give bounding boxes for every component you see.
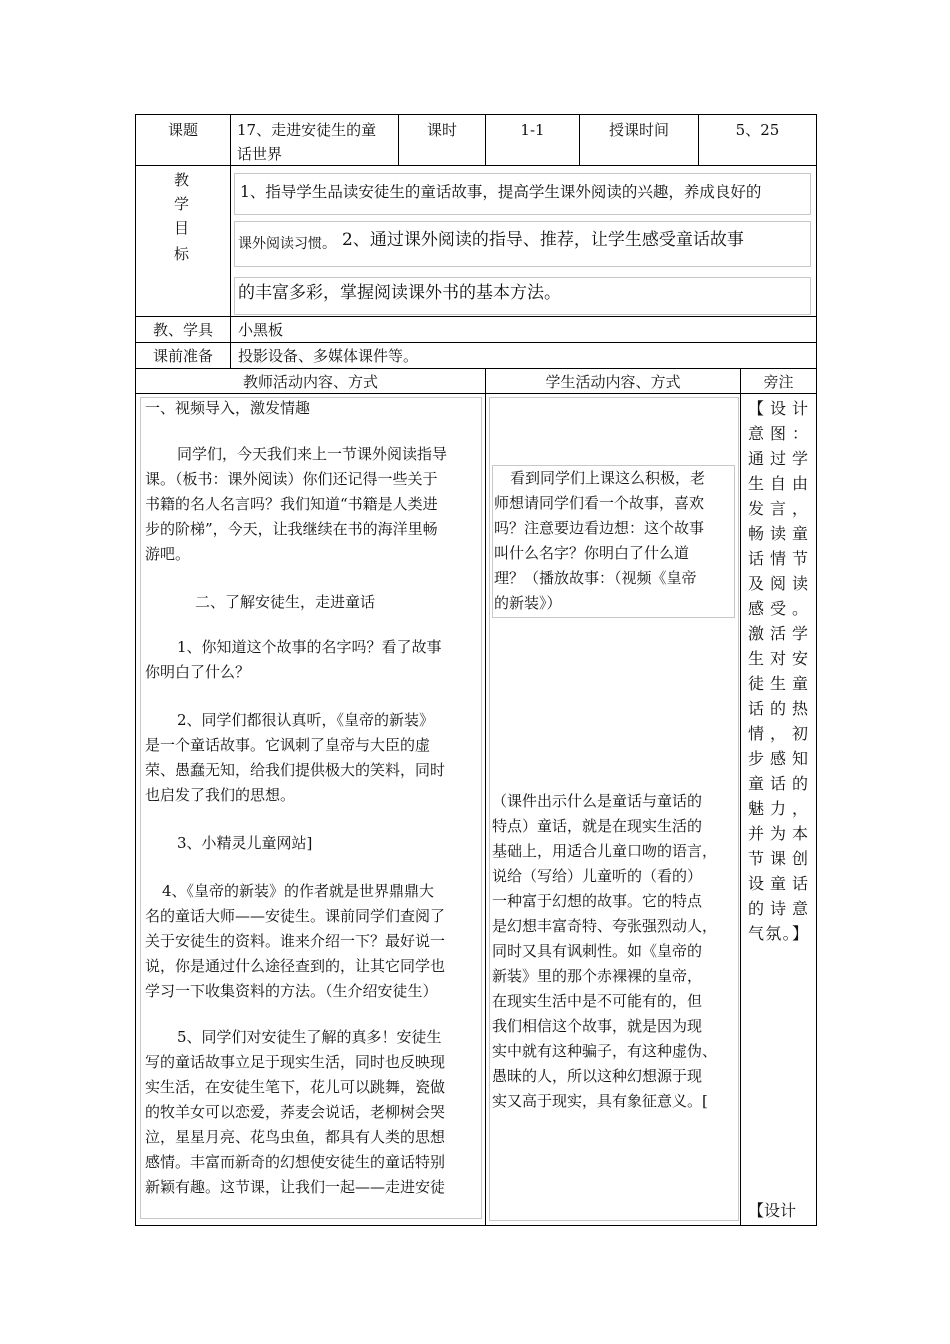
objectives-line1: 1、指导学生品读安徒生的童话故事，提高学生课外阅读的兴趣，养成良好的 <box>240 183 762 201</box>
objectives-label-2: 学 <box>174 195 190 213</box>
row-divider <box>135 316 817 317</box>
objectives-label-4: 标 <box>174 245 190 263</box>
row-divider <box>135 342 817 343</box>
student-block2: （课件出示什么是童话与童话的 特点）童话，就是在现实生活的 基础上，用适合儿童口吻的语言， 说给（写给）儿童听的（看的） 一种富于幻想的故事。它的特点 是幻想丰富奇特、夸张强烈动人， 同时又具有讽刺性。如《皇帝的 新装》里的那个赤裸裸的皇帝， 在现实生活中是不可能有的，但 我们相信这个故事，就是因为现 实中就有这种骗子，有这种虚伪、 愚昧的人，所以这种幻想源于现 实又高于现实，具有象征意义。[ <box>492 792 718 1110</box>
period-label: 课时 <box>426 121 457 139</box>
teacher-section1-body: 同学们，今天我们来上一节课外阅读指导 课。（板书：课外阅读）你们还记得一些关于 书籍的名人名言吗？我们知道“书籍是人类进 步的阶梯”，今天，让我继续在书的海洋里畅 游吧。 <box>145 445 448 563</box>
time-value: 5、25 <box>735 121 780 139</box>
time-label: 授课时间 <box>608 121 669 139</box>
table-border-top <box>135 114 817 115</box>
col-divider <box>485 368 486 1226</box>
table-border-right <box>816 114 817 1226</box>
teacher-column-header: 教师活动内容、方式 <box>242 373 378 391</box>
objectives-label-3: 目 <box>174 219 190 237</box>
objectives-line3: 的丰富多彩，掌握阅读课外书的基本方法。 <box>238 283 561 303</box>
tools-label: 教、学具 <box>152 321 213 339</box>
prep-label: 课前准备 <box>152 347 213 365</box>
table-border-bottom <box>135 1225 817 1226</box>
teacher-item4: 4、《皇帝的新装》的作者就是世界鼎鼎大 名的童话大师——安徒生。课前同学们查阅了 关于安徒生的资料。谁来介绍一下？最好说一 说，你是通过什么途径查到的，让其它同学也 学习一下收集资料的方法。（生介绍安徒生） <box>145 882 446 1000</box>
table-border-left <box>135 114 136 1226</box>
teacher-section1-title: 一、视频导入，激发情趣 <box>145 399 311 417</box>
teacher-item1: 1、你知道这个故事的名字吗？看了故事 你明白了什么？ <box>145 638 442 681</box>
row-divider <box>135 393 817 394</box>
row-divider <box>135 368 817 369</box>
design-intent-note-2: 【设计 <box>748 1201 797 1220</box>
prep-value: 投影设备、多媒体课件等。 <box>238 347 419 365</box>
objectives-label-1: 教 <box>174 171 190 189</box>
teacher-item3: 3、小精灵儿童网站] <box>177 834 313 852</box>
design-intent-note: 【设计 意图： 通过学 生自由 发言， 畅读童 话情节 及阅读 感受。 激活学 生对安 徒生童 话的热 情，初 步感知 童话的 魅力， 并为本 节课创 设童话 的诗意 气氛。】 <box>748 399 808 943</box>
teacher-item2: 2、同学们都很认真听，《皇帝的新装》 是一个童话故事。它讽刺了皇帝与大臣的虚 荣、愚蠢无知，给我们提供极大的笑料，同时 也启发了我们的思想。 <box>145 711 446 804</box>
subject-label: 课题 <box>167 121 198 139</box>
subject-value-line1: 17、走进安徒生的童 <box>237 121 377 139</box>
col-divider <box>740 368 741 1226</box>
notes-column-header: 旁注 <box>763 373 794 391</box>
col-divider <box>230 114 231 369</box>
teacher-section2-title: 二、了解安徒生，走进童话 <box>195 593 376 611</box>
teacher-item5: 5、同学们对安徒生了解的真多！安徒生 写的童话故事立足于现实生活，同时也反映现 实生活，在安徒生笔下，花儿可以跳舞，瓷做 的牧羊女可以恋爱，荞麦会说话，老柳树会哭 泣，星星月亮、花鸟虫鱼，都具有人类的思想 感情。丰富而新奇的幻想使安徒生的童话特别 新颖有趣。这节课，让我们一起——走进安徒 <box>145 1028 446 1196</box>
row-divider <box>135 165 817 166</box>
subject-value-line2: 话世界 <box>237 145 283 163</box>
tools-value: 小黑板 <box>238 321 284 339</box>
objectives-line2a: 课外阅读习惯。 <box>238 236 336 252</box>
objectives-line2b: 2、通过课外阅读的指导、推荐，让学生感受童话故事 <box>342 230 744 250</box>
student-block1: 看到同学们上课这么积极，老 师想请同学们看一个故事，喜欢 吗？注意要边看边想：这个故事 叫什么名字？你明白了什么道 理？（播放故事：（视频《皇帝 的新装》） <box>494 469 706 612</box>
period-value: 1-1 <box>520 121 545 139</box>
student-column-header: 学生活动内容、方式 <box>545 373 681 391</box>
